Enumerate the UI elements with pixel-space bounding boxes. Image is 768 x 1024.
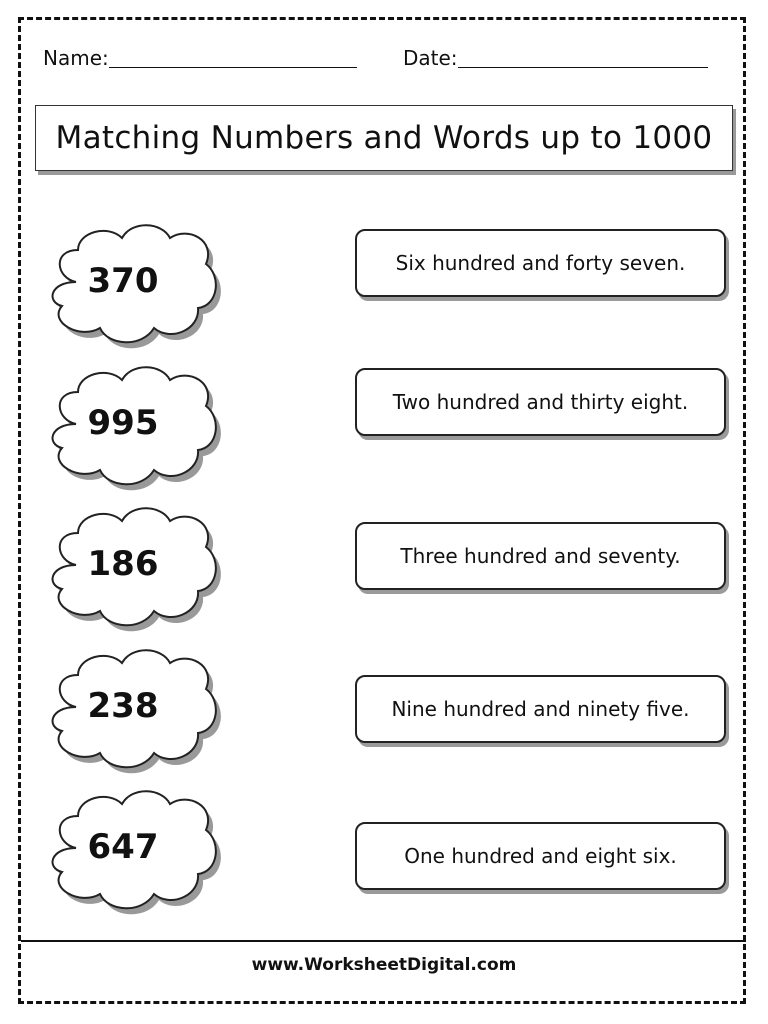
word-text: Six hundred and forty seven.	[395, 251, 686, 275]
word-text: Three hundred and seventy.	[400, 544, 681, 568]
date-label: Date:	[403, 46, 458, 70]
word-text: Nine hundred and ninety five.	[391, 697, 690, 721]
name-label: Name:	[43, 46, 109, 70]
footer-url: www.WorksheetDigital.com	[251, 955, 517, 975]
number-cloud-5[interactable]	[38, 788, 220, 916]
word-text: One hundred and eight six.	[404, 844, 677, 868]
number-value: 995	[87, 403, 159, 443]
word-box-1[interactable]	[355, 229, 726, 297]
number-value: 186	[87, 544, 159, 584]
name-line	[109, 67, 357, 68]
date-field[interactable]	[403, 46, 458, 70]
number-value: 647	[87, 827, 159, 867]
number-cloud-2[interactable]	[38, 364, 220, 492]
number-cloud-1[interactable]	[38, 222, 220, 350]
number-cloud-4[interactable]	[38, 647, 220, 775]
word-box-2[interactable]	[355, 368, 726, 436]
word-text: Two hundred and thirty eight.	[392, 390, 689, 414]
title-box	[35, 105, 733, 171]
page-title: Matching Numbers and Words up to 1000	[55, 120, 713, 156]
date-line	[458, 67, 708, 68]
word-box-3[interactable]	[355, 522, 726, 590]
footer-divider	[21, 940, 746, 942]
word-box-5[interactable]	[355, 822, 726, 890]
name-field[interactable]	[43, 46, 109, 70]
number-value: 370	[87, 261, 159, 301]
word-box-4[interactable]	[355, 675, 726, 743]
number-cloud-3[interactable]	[38, 505, 220, 633]
number-value: 238	[87, 686, 159, 726]
